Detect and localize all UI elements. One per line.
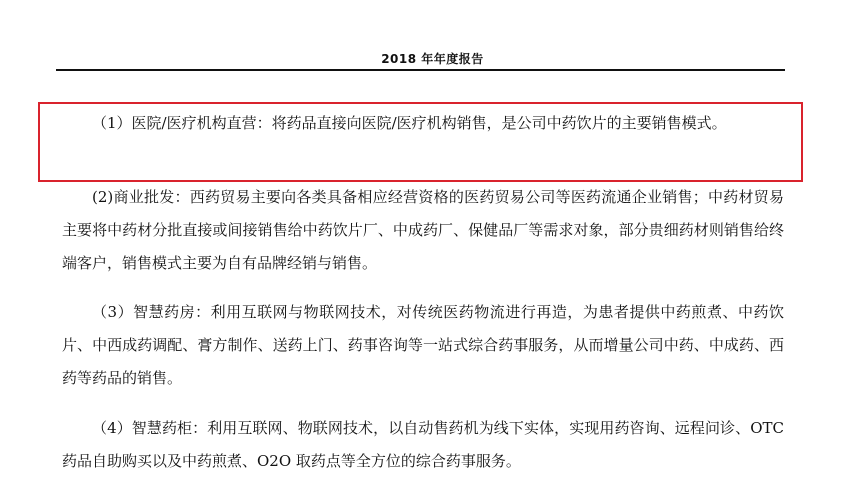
paragraph-smart-medicine-cabinet: （4）智慧药柜：利用互联网、物联网技术，以自动售药机为线下实体，实现用药咨询、远程问诊、OTC 药品自助购买以及中药煎煮、O2O 取药点等全方位的综合药事服务。 [62, 419, 784, 470]
paragraph-commercial-wholesale: (2)商业批发：西药贸易主要向各类具备相应经营资格的医药贸易公司等医药流通企业销售；中药材贸易主要将中药材分批直接或间接销售给中药饮片厂、中成药厂、保健品厂等需求对象，部分贵细药材则销售给终端客户，销售模式主要为自有品牌经销与销售。 [62, 188, 784, 272]
report-header-title: 2018 年年度报告 [381, 52, 484, 66]
paragraph-hospital-direct-sales: （1）医院/医疗机构直营：将药品直接向医院/医疗机构销售，是公司中药饮片的主要销售模式。 [92, 114, 727, 132]
header-divider [56, 69, 785, 71]
paragraph-smart-pharmacy: （3）智慧药房：利用互联网与物联网技术，对传统医药物流进行再造，为患者提供中药煎煮、中药饮片、中西成药调配、膏方制作、送药上门、药事咨询等一站式综合药事服务，从而增量公司中药、中成药、西药等药品的销售。 [62, 303, 784, 387]
